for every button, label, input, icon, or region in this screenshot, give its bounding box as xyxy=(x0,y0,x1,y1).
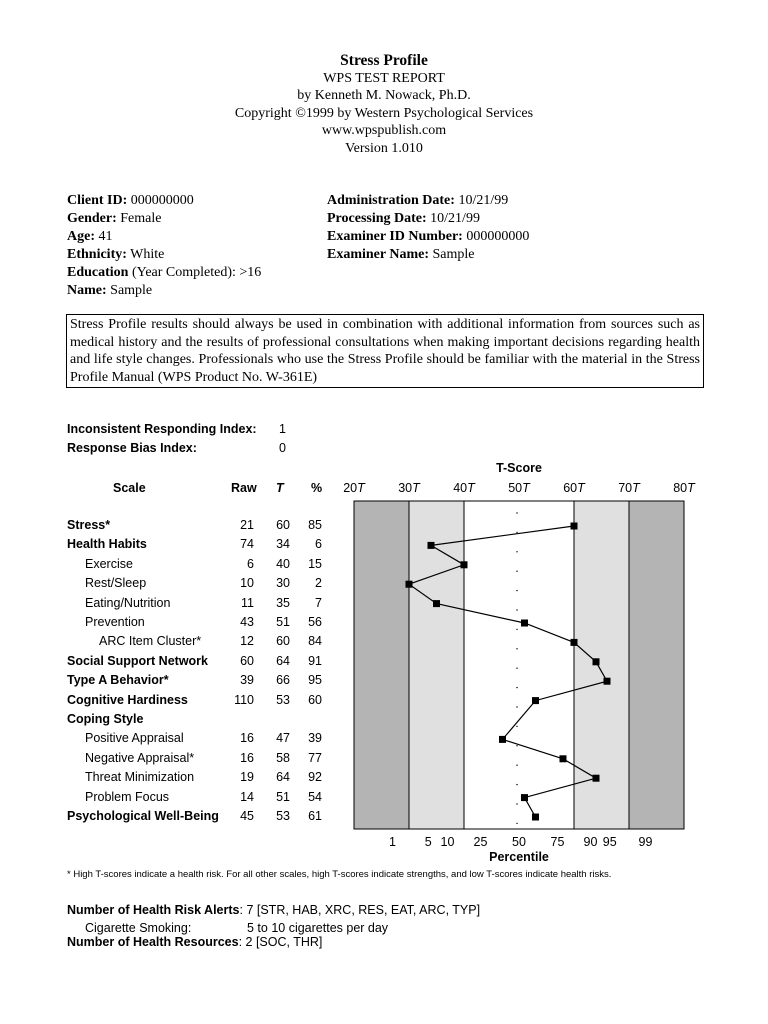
scale-raw-value: 110 xyxy=(234,692,254,707)
scale-t-value: 53 xyxy=(276,809,290,823)
pct-header: % xyxy=(311,481,323,495)
report-website: www.wpspublish.com xyxy=(321,123,447,138)
percentile-tick-label: 99 xyxy=(638,835,653,849)
percentile-tick-label: 5 xyxy=(424,835,432,849)
scale-raw-value: 60 xyxy=(240,653,254,668)
scale-t-value: 40 xyxy=(276,556,290,571)
scale-raw-value: 74 xyxy=(240,537,254,552)
data-point xyxy=(499,736,506,743)
scale-t-value: 58 xyxy=(276,750,290,765)
scale-t-value: 35 xyxy=(276,595,290,610)
scale-pct-value: 6 xyxy=(315,537,322,552)
scale-pct-value: 91 xyxy=(308,653,322,668)
t-tick-label: 20T xyxy=(343,481,365,495)
chart-band xyxy=(629,501,684,829)
scale-label: Eating/Nutrition xyxy=(85,595,171,610)
mean-dot xyxy=(516,823,517,824)
scale-label: Positive Appraisal xyxy=(85,731,184,746)
usage-notice: Stress Profile results should always be used in combination with additional information from sources such as medical history and the results of professional consultations when making important decisions regarding health and life style changes. Professionals who use the Stress Profile should be familiar with the material in the Stress Profile Manual (WPS Product No. W-361E) xyxy=(66,314,704,388)
client-info xyxy=(67,192,261,300)
scale-t-value: 47 xyxy=(276,731,290,746)
chart-band xyxy=(409,501,464,829)
gender-row: Gender: Female xyxy=(67,211,162,226)
data-point xyxy=(571,639,578,646)
scale-raw-value: 12 xyxy=(240,634,254,649)
mean-dot xyxy=(516,609,517,610)
scale-label: ARC Item Cluster* xyxy=(99,634,202,649)
scale-label: Threat Minimization xyxy=(85,770,195,785)
scale-label: Cognitive Hardiness xyxy=(67,692,188,707)
data-point xyxy=(593,775,600,782)
scale-t-value: 60 xyxy=(276,634,290,649)
percentile-tick-label: 75 xyxy=(550,835,565,849)
health-risk-alerts: Number of Health Risk Alerts: 7 [STR, HAB, XRC, RES, EAT, ARC, TYP] xyxy=(67,903,481,917)
scale-pct-value: 85 xyxy=(308,518,322,532)
inconsistent-index: Inconsistent Responding Index: 1 xyxy=(67,422,286,436)
scale-pct-value: 7 xyxy=(315,595,322,610)
scale-pct-value: 61 xyxy=(308,809,322,823)
examiner-id-row: Examiner ID Number: 000000000 xyxy=(327,229,530,244)
scale-raw-value: 6 xyxy=(247,556,254,571)
scale-raw-value: 16 xyxy=(240,750,254,765)
bias-index-value: 0 xyxy=(279,441,286,455)
mean-dot xyxy=(516,706,517,707)
inconsistent-index-value: 1 xyxy=(279,422,286,436)
report-subtitle: WPS TEST REPORT xyxy=(323,70,445,86)
data-point xyxy=(433,600,440,607)
t-tick-label: 40T xyxy=(453,481,475,495)
mean-dot xyxy=(516,532,517,533)
smoking-label: Cigarette Smoking: xyxy=(85,921,192,935)
name-row: Name: Sample xyxy=(67,283,153,298)
examiner-name-row: Examiner Name: Sample xyxy=(327,247,475,262)
scale-pct-value: 2 xyxy=(315,576,322,591)
percentile-axis-label: Percentile xyxy=(489,850,549,864)
scale-t-value: 66 xyxy=(276,673,290,688)
mean-dot xyxy=(516,803,517,804)
raw-header: Raw xyxy=(231,481,257,495)
data-point xyxy=(532,814,539,821)
chart-band xyxy=(354,501,409,829)
data-point xyxy=(406,581,413,588)
scale-raw-value: 10 xyxy=(240,576,254,591)
mean-dot xyxy=(516,745,517,746)
scale-pct-value: 84 xyxy=(308,634,322,649)
data-point xyxy=(532,697,539,704)
scale-raw-value: 45 xyxy=(240,809,254,823)
data-point xyxy=(560,755,567,762)
scale-t-value: 51 xyxy=(276,615,290,629)
scale-t-value: 34 xyxy=(276,537,290,552)
mean-dot xyxy=(516,687,517,688)
administration-info xyxy=(327,192,529,264)
education-row: Education (Year Completed): >16 xyxy=(67,265,262,280)
scale-pct-value: 60 xyxy=(308,692,322,707)
chart-band xyxy=(464,501,574,829)
chart-band xyxy=(574,501,629,829)
scale-label: Exercise xyxy=(85,556,133,571)
bias-index: Response Bias Index: 0 xyxy=(67,441,286,455)
scale-label: Coping Style xyxy=(67,712,144,726)
health-resources: Number of Health Resources: 2 [SOC, THR] xyxy=(67,935,323,949)
data-point xyxy=(428,542,435,549)
data-point xyxy=(571,523,578,530)
mean-dot xyxy=(516,590,517,591)
data-point xyxy=(461,561,468,568)
smoking-value: 5 to 10 cigarettes per day xyxy=(247,921,389,935)
scale-label: Negative Appraisal* xyxy=(85,750,195,765)
scale-pct-value: 54 xyxy=(308,789,322,804)
mean-dot xyxy=(516,551,517,552)
age-row: Age: 41 xyxy=(67,229,113,244)
report-header xyxy=(0,52,768,157)
report-copyright: Copyright ©1999 by Western Psychological Services xyxy=(234,105,534,121)
scale-t-value: 30 xyxy=(276,576,290,591)
t-tick-label: 80T xyxy=(673,481,695,495)
scale-raw-value: 11 xyxy=(241,595,254,610)
percentile-tick-label: 90 xyxy=(583,835,598,849)
data-point xyxy=(521,794,528,801)
scale-pct-value: 92 xyxy=(308,770,322,785)
mean-dot xyxy=(516,784,517,785)
scale-pct-value: 95 xyxy=(308,673,322,688)
ethnicity-row: Ethnicity: White xyxy=(67,247,165,262)
scale-header: Scale xyxy=(113,481,146,495)
profile-line xyxy=(409,526,607,817)
mean-dot xyxy=(516,629,517,630)
chart-frame xyxy=(354,501,684,829)
scale-label: Rest/Sleep xyxy=(85,576,147,591)
mean-dot xyxy=(516,512,517,513)
percentile-tick-label: 95 xyxy=(602,835,617,849)
scale-t-value: 51 xyxy=(276,789,290,804)
report-author: by Kenneth M. Nowack, Ph.D. xyxy=(297,88,471,103)
scale-label: Type A Behavior* xyxy=(67,673,169,688)
scale-raw-value: 14 xyxy=(240,789,254,804)
report-title: Stress Profile xyxy=(340,52,428,69)
scale-raw-value: 39 xyxy=(240,673,254,688)
percentile-tick-label: 1 xyxy=(389,835,396,849)
percentile-tick-label: 25 xyxy=(473,835,488,849)
t-tick-label: 50T xyxy=(508,481,530,495)
scale-t-value: 64 xyxy=(276,770,290,785)
percentile-tick-label: 10 xyxy=(440,835,455,849)
client-id-row: Client ID: 000000000 xyxy=(67,193,194,208)
scale-pct-value: 39 xyxy=(308,731,322,746)
data-point xyxy=(593,658,600,665)
mean-dot xyxy=(516,726,517,727)
chart-title: T-Score xyxy=(496,461,542,475)
scale-label: Stress* xyxy=(67,518,111,532)
percentile-tick-label: 50 xyxy=(512,835,526,849)
scale-raw-value: 43 xyxy=(240,615,254,629)
t-tick-label: 70T xyxy=(618,481,640,495)
processing-date-row: Processing Date: 10/21/99 xyxy=(327,211,480,226)
mean-dot xyxy=(516,648,517,649)
t-tick-label: 30T xyxy=(398,481,420,495)
scale-label: Social Support Network xyxy=(67,653,208,668)
data-point xyxy=(604,678,611,685)
t-tick-label: 60T xyxy=(563,481,585,495)
scale-t-value: 64 xyxy=(276,653,290,668)
scale-pct-value: 56 xyxy=(308,615,322,629)
scale-raw-value: 21 xyxy=(240,518,254,532)
mean-dot xyxy=(516,571,517,572)
scale-raw-value: 19 xyxy=(240,770,254,785)
scale-pct-value: 77 xyxy=(308,750,322,765)
scale-t-value: 53 xyxy=(276,692,290,707)
scale-label: Problem Focus xyxy=(85,789,170,804)
footnote: * High T-scores indicate a health risk. For all other scales, high T-scores indicate strengths, and low T-scores indicate health risks. xyxy=(67,869,612,880)
scale-label: Health Habits xyxy=(67,537,147,552)
scale-t-value: 60 xyxy=(276,518,290,532)
mean-dot xyxy=(516,668,517,669)
report-version: Version 1.010 xyxy=(345,140,423,156)
scale-raw-value: 16 xyxy=(240,731,254,746)
scale-label: Prevention xyxy=(85,615,145,629)
scale-pct-value: 15 xyxy=(308,556,322,571)
admin-date-row: Administration Date: 10/21/99 xyxy=(327,193,509,208)
t-header: T xyxy=(276,481,284,495)
scale-label: Psychological Well-Being xyxy=(67,809,219,823)
mean-dot xyxy=(516,765,517,766)
data-point xyxy=(521,620,528,627)
